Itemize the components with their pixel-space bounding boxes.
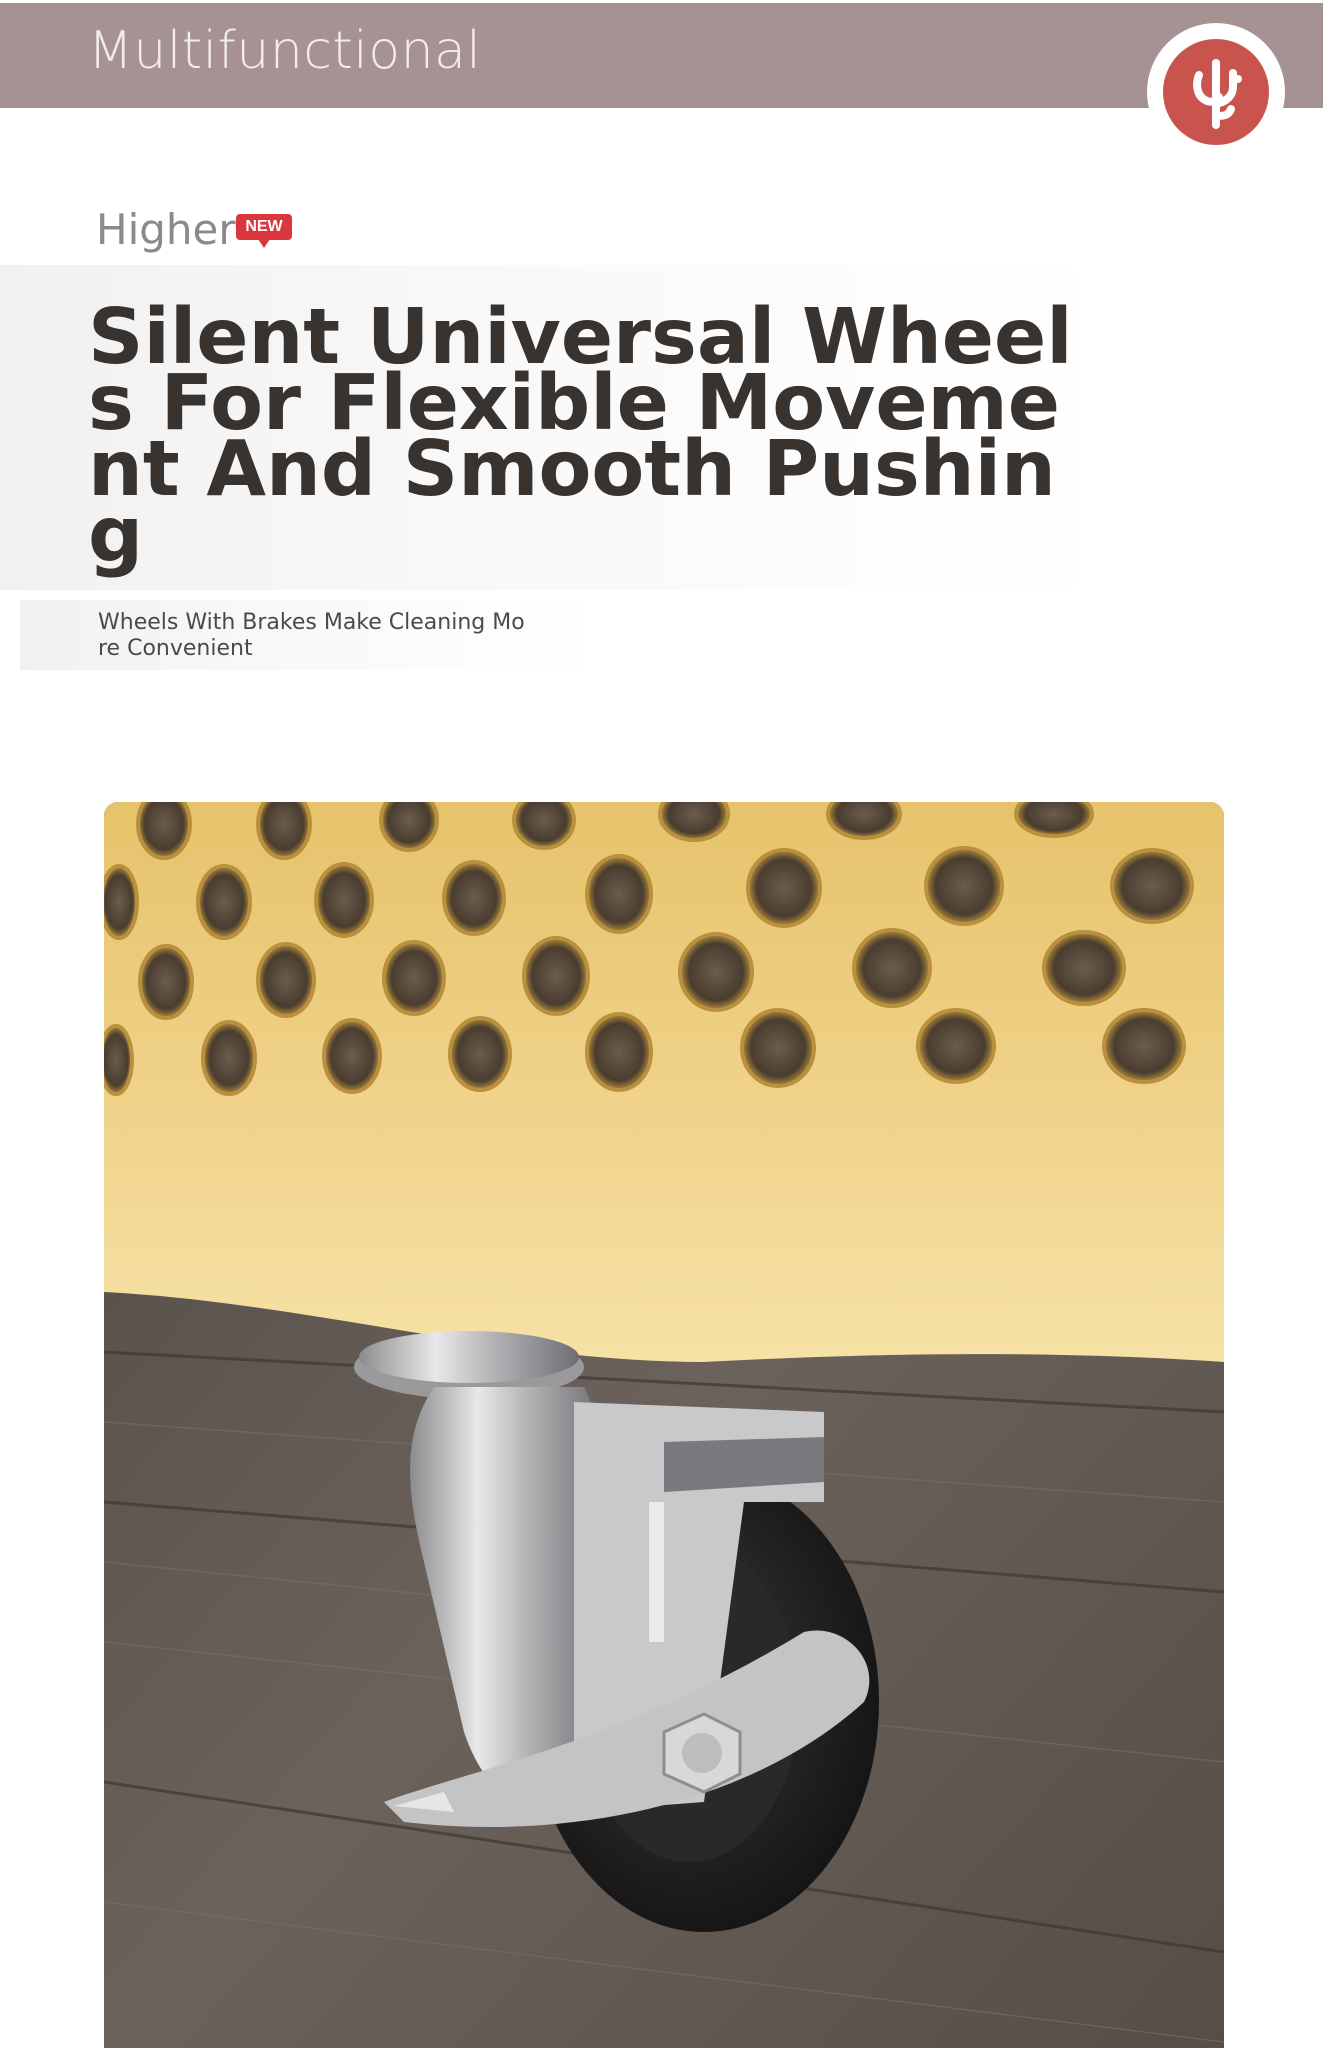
subheadline-line: re Convenient <box>98 636 253 661</box>
top-banner <box>0 3 1323 108</box>
subheadline <box>98 610 658 662</box>
caster-wheel-illustration <box>104 802 1224 2048</box>
product-photo <box>104 802 1224 2048</box>
kicker-row <box>96 205 283 255</box>
headline-line: g <box>88 491 144 580</box>
banner-title: Multifunctional <box>88 21 482 81</box>
brand-logo-glyph <box>1147 23 1285 161</box>
brand-logo[interactable] <box>1147 23 1285 161</box>
headline-line: s For Flexible Moveme <box>88 359 1061 448</box>
headline-line: Silent Universal Wheel <box>88 293 1073 382</box>
headline-line: nt And Smooth Pushin <box>88 425 1056 514</box>
new-badge: NEW <box>236 214 292 240</box>
subheadline-line: Wheels With Brakes Make Cleaning Mo <box>98 610 525 635</box>
kicker-text: Higher <box>96 205 236 254</box>
headline <box>88 293 1073 580</box>
